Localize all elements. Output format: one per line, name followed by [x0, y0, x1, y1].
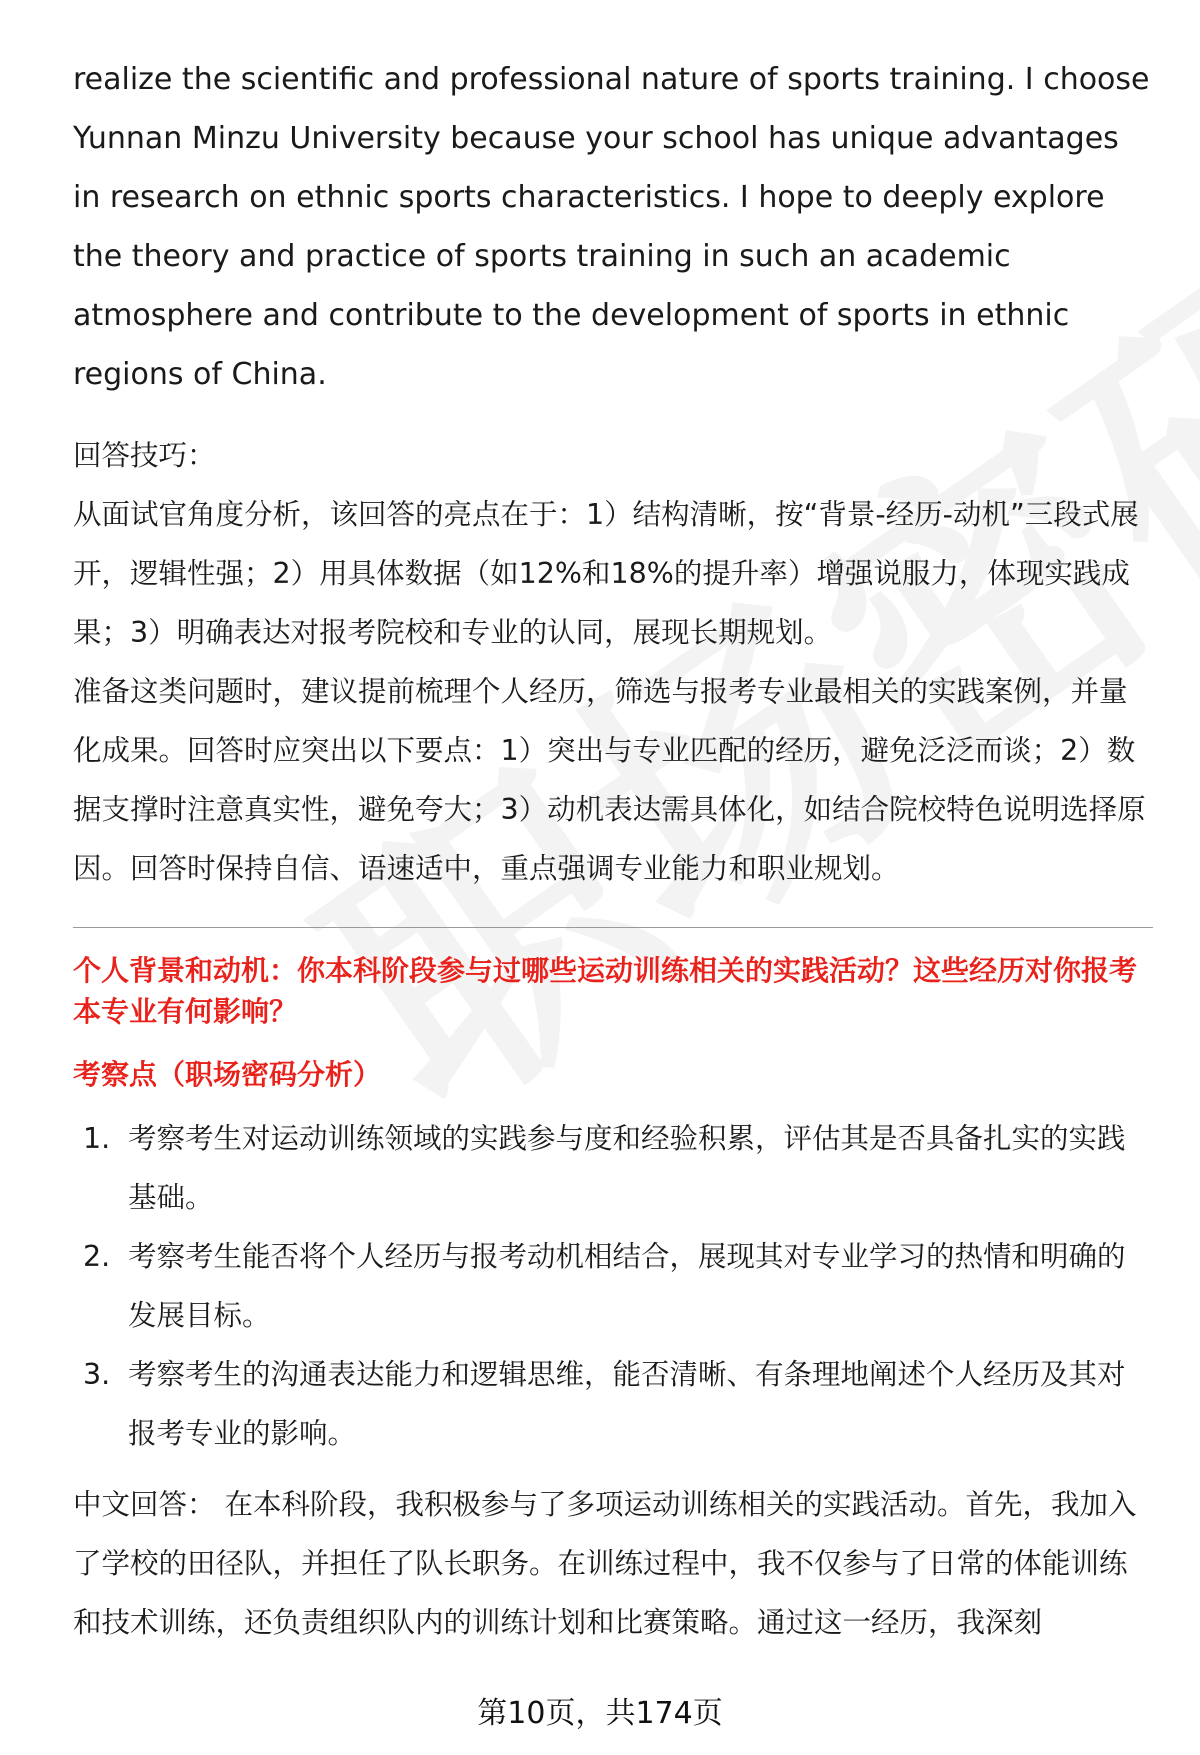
focus-points-list	[73, 1109, 1153, 1463]
section-divider	[73, 927, 1153, 928]
focus-points-title: 考察点（职场密码分析）	[73, 1058, 382, 1091]
english-answer-paragraph: realize the scientific and professional nature of sports training. I choose Yunnan Minzu University because your school has unique advantages in research on ethnic sports characteristics. I hope to deeply explore the theory and practice of sports training in such an academic atmosphere and contribute to the development of sports in ethnic regions of China.	[73, 62, 1150, 392]
chinese-answer-paragraph: 中文回答： 在本科阶段，我积极参与了多项运动训练相关的实践活动。首先，我加入了学校的田径队，并担任了队长职务。在训练过程中，我不仅参与了日常的体能训练和技术训练，还负责组织队内的训练计划和比赛策略。通过这一经历，我深刻	[73, 1488, 1137, 1639]
list-item-number: 2.	[83, 1240, 111, 1273]
list-item-number: 3.	[83, 1358, 111, 1391]
list-item	[73, 1109, 1153, 1227]
tips-title: 回答技巧：	[73, 439, 216, 472]
page-number-footer: 第10页，共174页	[477, 1696, 723, 1731]
list-item	[73, 1227, 1153, 1345]
tips-paragraph-2: 准备这类问题时，建议提前梳理个人经历，筛选与报考专业最相关的实践案例，并量化成果。回答时应突出以下要点：1）突出与专业匹配的经历，避免泛泛而谈；2）数据支撑时注意真实性，避免夸大；3）动机表达需具体化，如结合院校特色说明选择原因。回答时保持自信、语速适中，重点强调专业能力和职业规划。	[73, 675, 1146, 885]
list-item-text: 考察考生对运动训练领域的实践参与度和经验积累，评估其是否具备扎实的实践基础。	[128, 1122, 1126, 1214]
tips-paragraph-1: 从面试官角度分析，该回答的亮点在于：1）结构清晰，按“背景-经历-动机”三段式展开，逻辑性强；2）用具体数据（如12%和18%的提升率）增强说服力，体现实践成果；3）明确表达对报考院校和专业的认同，展现长期规划。	[73, 498, 1139, 649]
list-item-text: 考察考生的沟通表达能力和逻辑思维，能否清晰、有条理地阐述个人经历及其对报考专业的影响。	[128, 1358, 1126, 1450]
question-heading: 个人背景和动机：你本科阶段参与过哪些运动训练相关的实践活动？这些经历对你报考本专业有何影响？	[73, 954, 1138, 1028]
list-item-text: 考察考生能否将个人经历与报考动机相结合，展现其对专业学习的热情和明确的发展目标。	[128, 1240, 1126, 1332]
list-item-number: 1.	[83, 1122, 111, 1155]
list-item	[73, 1345, 1153, 1463]
page-content	[73, 50, 1153, 1652]
